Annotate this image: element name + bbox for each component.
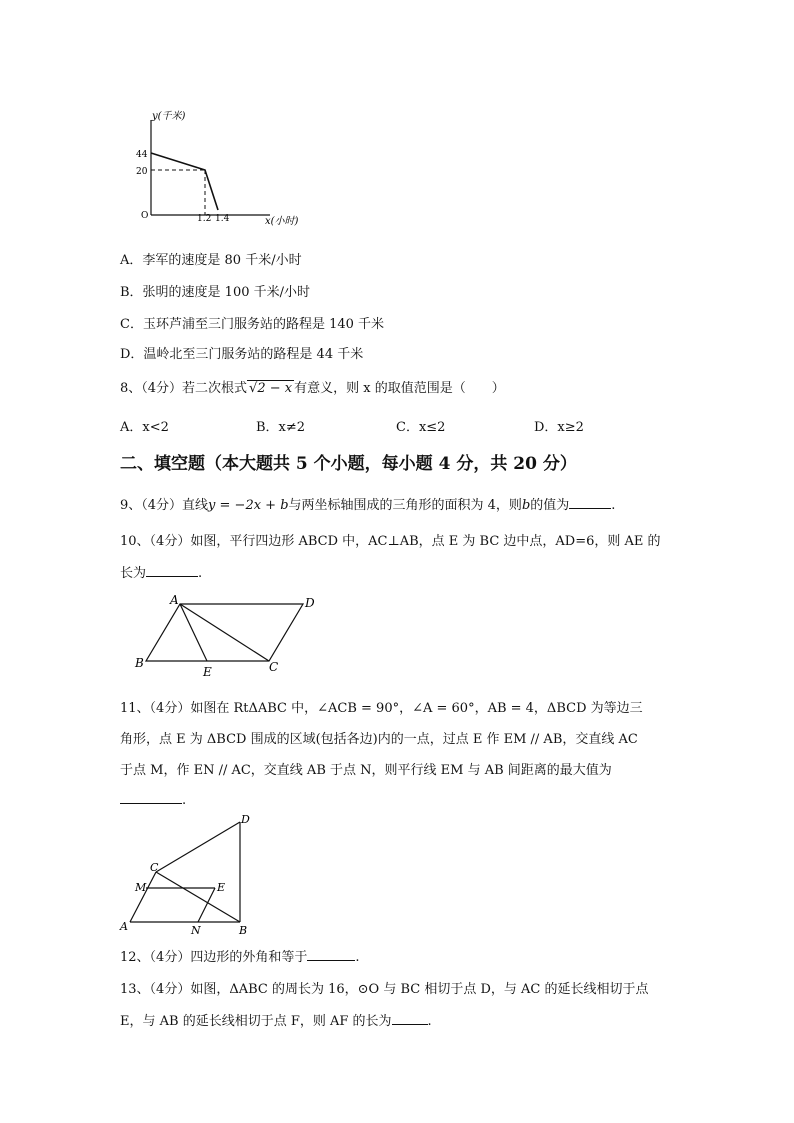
q10-answer-blank[interactable] bbox=[146, 563, 198, 577]
y-axis-label: y(千米) bbox=[152, 111, 186, 122]
x-tick-1-4: 1.4 bbox=[215, 214, 230, 224]
q11-answer-blank[interactable] bbox=[120, 790, 182, 804]
q8-stem bbox=[120, 377, 505, 396]
q12-answer-blank[interactable] bbox=[307, 947, 355, 961]
origin-label: O bbox=[141, 211, 149, 221]
q11-line-4: . bbox=[120, 790, 186, 808]
segment-cd bbox=[156, 822, 240, 872]
triangle-figure bbox=[115, 810, 265, 940]
q8-suffix: 有意义，则 x 的取值范围是（ ） bbox=[294, 381, 505, 396]
label-c: C bbox=[150, 861, 159, 874]
q9-stem: 9、（4分）直线y = −2x + b与两坐标轴围成的三角形的面积为 4，则b的值为 . bbox=[120, 494, 615, 513]
label-c: C bbox=[269, 660, 279, 674]
q13-answer-blank[interactable] bbox=[392, 1011, 428, 1025]
q8-option-b: B．x≠2 bbox=[256, 420, 306, 435]
q9-formula: y = −2x + b bbox=[208, 498, 289, 513]
q8-option-a: A．x<2 bbox=[120, 420, 169, 435]
label-a: A bbox=[120, 920, 128, 933]
label-n: N bbox=[191, 924, 201, 937]
q13-line-2: E，与 AB 的延长线相切于点 F，则 AF 的长为 . bbox=[120, 1010, 432, 1029]
q11-line-3: 于点 M，作 EN // AC，交直线 AB 于点 N，则平行线 EM 与 AB 间距离的最大值为 bbox=[120, 763, 612, 778]
parallelogram-figure bbox=[125, 592, 335, 682]
label-e: E bbox=[217, 881, 226, 894]
label-b: B bbox=[239, 924, 248, 937]
section-2-title: 二、填空题（本大题共 5 个小题，每小题 4 分，共 20 分） bbox=[120, 454, 577, 474]
y-tick-20: 20 bbox=[136, 167, 148, 177]
q10-line-2: 长为 . bbox=[120, 562, 202, 581]
q8-option-d: D．x≥2 bbox=[534, 420, 584, 435]
q13-line-1: 13、（4分）如图，ΔABC 的周长为 16，⊙O 与 BC 相切于点 D，与 AC 的延长线相切于点 bbox=[120, 982, 649, 997]
label-e: E bbox=[203, 665, 212, 679]
q7-option-c: C．玉环芦浦至三门服务站的路程是 140 千米 bbox=[120, 317, 385, 332]
label-b: B bbox=[135, 656, 144, 670]
q7-option-a: A．李军的速度是 80 千米/小时 bbox=[120, 253, 302, 268]
q10-line-1: 10、（4分）如图，平行四边形 ABCD 中，AC⊥AB，点 E 为 BC 边中点，AD=6，则 AE 的 bbox=[120, 534, 661, 549]
q11-line-2: 角形，点 E 为 ΔBCD 围成的区域(包括各边)内的一点，过点 E 作 EM // AB，交直线 AC bbox=[120, 732, 638, 747]
label-m: M bbox=[135, 881, 147, 894]
q9-answer-blank[interactable] bbox=[569, 495, 611, 509]
x-tick-1-2: 1.2 bbox=[197, 214, 212, 224]
q8-option-c: C．x≤2 bbox=[396, 420, 446, 435]
x-axis-label: x(小时) bbox=[265, 216, 299, 227]
graph-line bbox=[151, 153, 218, 210]
q8-prefix: 8、（4分）若二次根式 bbox=[120, 381, 248, 396]
q7-option-b: B．张明的速度是 100 千米/小时 bbox=[120, 285, 311, 300]
distance-time-graph bbox=[130, 100, 310, 230]
q8-radical: √2 − x bbox=[249, 381, 293, 396]
y-tick-44: 44 bbox=[136, 150, 148, 160]
q11-line-1: 11、（4分）如图在 RtΔABC 中，∠ACB = 90°，∠A = 60°，AB = 4，ΔBCD 为等边三 bbox=[120, 701, 643, 716]
label-d: D bbox=[241, 813, 250, 826]
label-a: A bbox=[170, 593, 179, 607]
q7-option-d: D．温岭北至三门服务站的路程是 44 千米 bbox=[120, 347, 364, 362]
label-d: D bbox=[305, 596, 315, 610]
segment-ac bbox=[130, 872, 156, 922]
q12-stem: 12、（4分）四边形的外角和等于 . bbox=[120, 946, 359, 965]
segment-cb bbox=[156, 872, 240, 922]
